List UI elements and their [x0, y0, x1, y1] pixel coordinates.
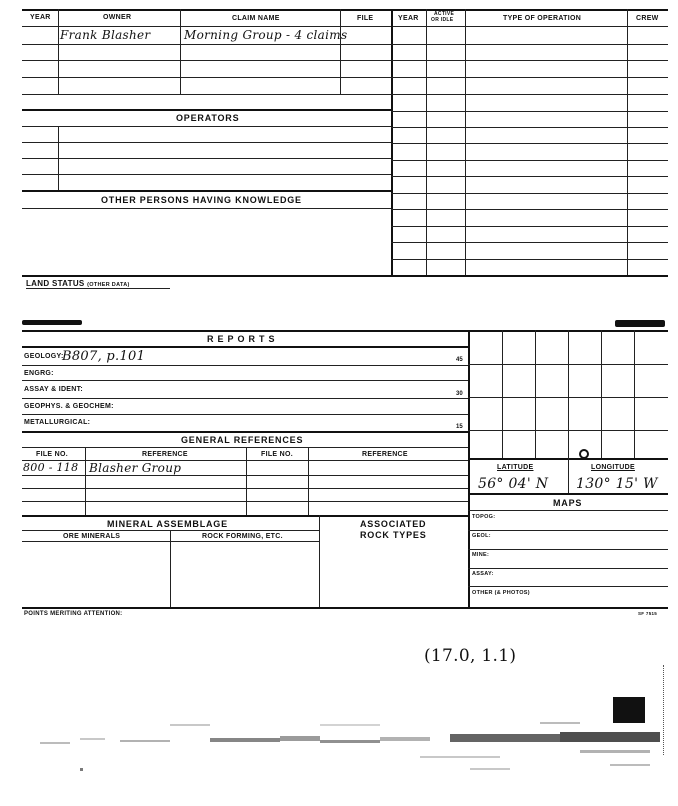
latitude-label: LATITUDE [497, 464, 534, 471]
col-sep [340, 9, 341, 94]
scan-noise-strip [20, 718, 670, 778]
row-line [22, 414, 468, 415]
grid-v [568, 330, 569, 458]
row-line [391, 44, 668, 45]
row-line [391, 242, 668, 243]
grid-v [535, 330, 536, 458]
col-sep [85, 447, 86, 515]
ore-minerals: ORE MINERALS [63, 533, 121, 540]
header-type-of-operation: TYPE OF OPERATION [503, 15, 582, 22]
gen-ref-title: GENERAL REFERENCES [181, 435, 304, 445]
grid-h [468, 364, 668, 365]
col-sep [246, 447, 247, 515]
gen-ref-top [22, 431, 468, 433]
grid-h [468, 430, 668, 431]
reports-title: REPORTS [207, 334, 279, 344]
row-line [22, 380, 468, 381]
header-or-idle: OR IDLE [431, 17, 454, 23]
row-line [22, 60, 391, 61]
grid-v [634, 330, 635, 458]
row-line [22, 94, 391, 95]
row-line [22, 174, 391, 175]
row-line [22, 501, 468, 502]
associated-2: ROCK TYPES [360, 530, 427, 540]
form-code: SF 7515 [638, 611, 658, 616]
header-active: ACTIVE [434, 11, 455, 17]
gen-ref-file-no: FILE NO. [36, 451, 68, 458]
rock-forming: ROCK FORMING, ETC. [202, 533, 283, 540]
land-status-label: LAND STATUS (OTHER DATA) [26, 279, 130, 288]
row-line [391, 60, 668, 61]
header-divider [22, 26, 668, 27]
row-line [22, 475, 468, 476]
row-line [391, 259, 668, 260]
file-no-entry: 800 - 118 [23, 461, 79, 474]
row-line [391, 111, 668, 112]
reference-entry: Blasher Group [89, 461, 182, 475]
operators-top [22, 109, 391, 111]
top-form-bottom [22, 275, 668, 277]
scan-edge-line [663, 665, 664, 755]
col-sep [319, 515, 320, 608]
geophys-label: GEOPHYS. & GEOCHEM: [24, 403, 114, 410]
maps-mine: MINE: [472, 552, 490, 558]
maps-title: MAPS [553, 498, 583, 508]
col-sep [568, 458, 569, 493]
row-line [22, 447, 468, 448]
operators-title: OPERATORS [176, 113, 240, 123]
associated-1: ASSOCIATED [360, 519, 427, 529]
longitude-label: LONGITUDE [591, 464, 635, 471]
row-line [391, 193, 668, 194]
col-sep [58, 9, 59, 94]
mineral-title: MINERAL ASSEMBLAGE [107, 519, 228, 529]
grid-v [601, 330, 602, 458]
gen-ref-reference-2: REFERENCE [362, 451, 408, 458]
row-line [391, 160, 668, 161]
mineral-top [22, 515, 468, 517]
row-line [22, 142, 391, 143]
land-status-underline [26, 288, 170, 289]
num-15: 15 [456, 424, 463, 430]
header-claim-name: CLAIM NAME [232, 15, 280, 22]
grid-v [502, 330, 503, 458]
row-line [22, 398, 468, 399]
row-line [468, 586, 668, 587]
top-border [22, 9, 668, 11]
other-persons-title: OTHER PERSONS HAVING KNOWLEDGE [101, 195, 302, 205]
row-line [22, 126, 391, 127]
row-line [391, 127, 668, 128]
row-line [22, 208, 391, 209]
header-year: YEAR [30, 14, 51, 21]
claim-name-entry: Morning Group - 4 claims [184, 28, 348, 42]
smudge-left [22, 320, 82, 325]
assay-label: ASSAY & IDENT: [24, 386, 84, 393]
row-line [22, 365, 468, 366]
longitude-value: 130° 15' W [576, 476, 658, 492]
row-line [391, 143, 668, 144]
geology-entry: B807, p.101 [62, 349, 146, 364]
col-sep [170, 530, 171, 608]
header-crew: CREW [636, 15, 659, 22]
geology-label: GEOLOGY: [24, 353, 64, 360]
maps-topog: TOPOG: [472, 514, 496, 520]
reports-bottom [22, 607, 668, 609]
maps-geol: GEOL: [472, 533, 491, 539]
reports-right-divider [468, 330, 470, 608]
owner-entry: Frank Blasher [60, 28, 151, 42]
other-persons-top [22, 190, 391, 192]
header-file: FILE [357, 15, 374, 22]
row-line [391, 77, 668, 78]
maps-other: OTHER (& PHOTOS) [472, 590, 530, 596]
num-45: 45 [456, 357, 463, 363]
coordinate-note: (17.0, 1.1) [424, 646, 517, 666]
row-line [468, 549, 668, 550]
row-line [468, 568, 668, 569]
header-owner: OWNER [103, 14, 132, 21]
gen-ref-file-no-2: FILE NO. [261, 451, 293, 458]
col-sep [180, 9, 181, 94]
col-sep [308, 447, 309, 515]
col-sep [58, 126, 59, 190]
reports-top [22, 330, 668, 332]
row-line [22, 77, 391, 78]
maps-top [468, 493, 668, 495]
points-meriting-label: POINTS MERITING ATTENTION: [24, 611, 123, 617]
row-line [22, 488, 468, 489]
row-line [22, 158, 391, 159]
row-line [391, 94, 668, 95]
latitude-value: 56° 04' N [478, 476, 549, 492]
row-line [391, 176, 668, 177]
gen-ref-reference: REFERENCE [142, 451, 188, 458]
row-line [468, 530, 668, 531]
row-line [391, 209, 668, 210]
maps-assay: ASSAY: [472, 571, 494, 577]
row-line [22, 44, 391, 45]
row-line [468, 510, 668, 511]
header-year-right: YEAR [398, 15, 419, 22]
smudge-right [615, 320, 665, 327]
metallurgical-label: METALLURGICAL: [24, 419, 91, 426]
row-line [391, 226, 668, 227]
num-30: 30 [456, 391, 463, 397]
engrg-label: ENGRG: [24, 370, 54, 377]
grid-h [468, 397, 668, 398]
reports-title-bottom [22, 346, 468, 348]
